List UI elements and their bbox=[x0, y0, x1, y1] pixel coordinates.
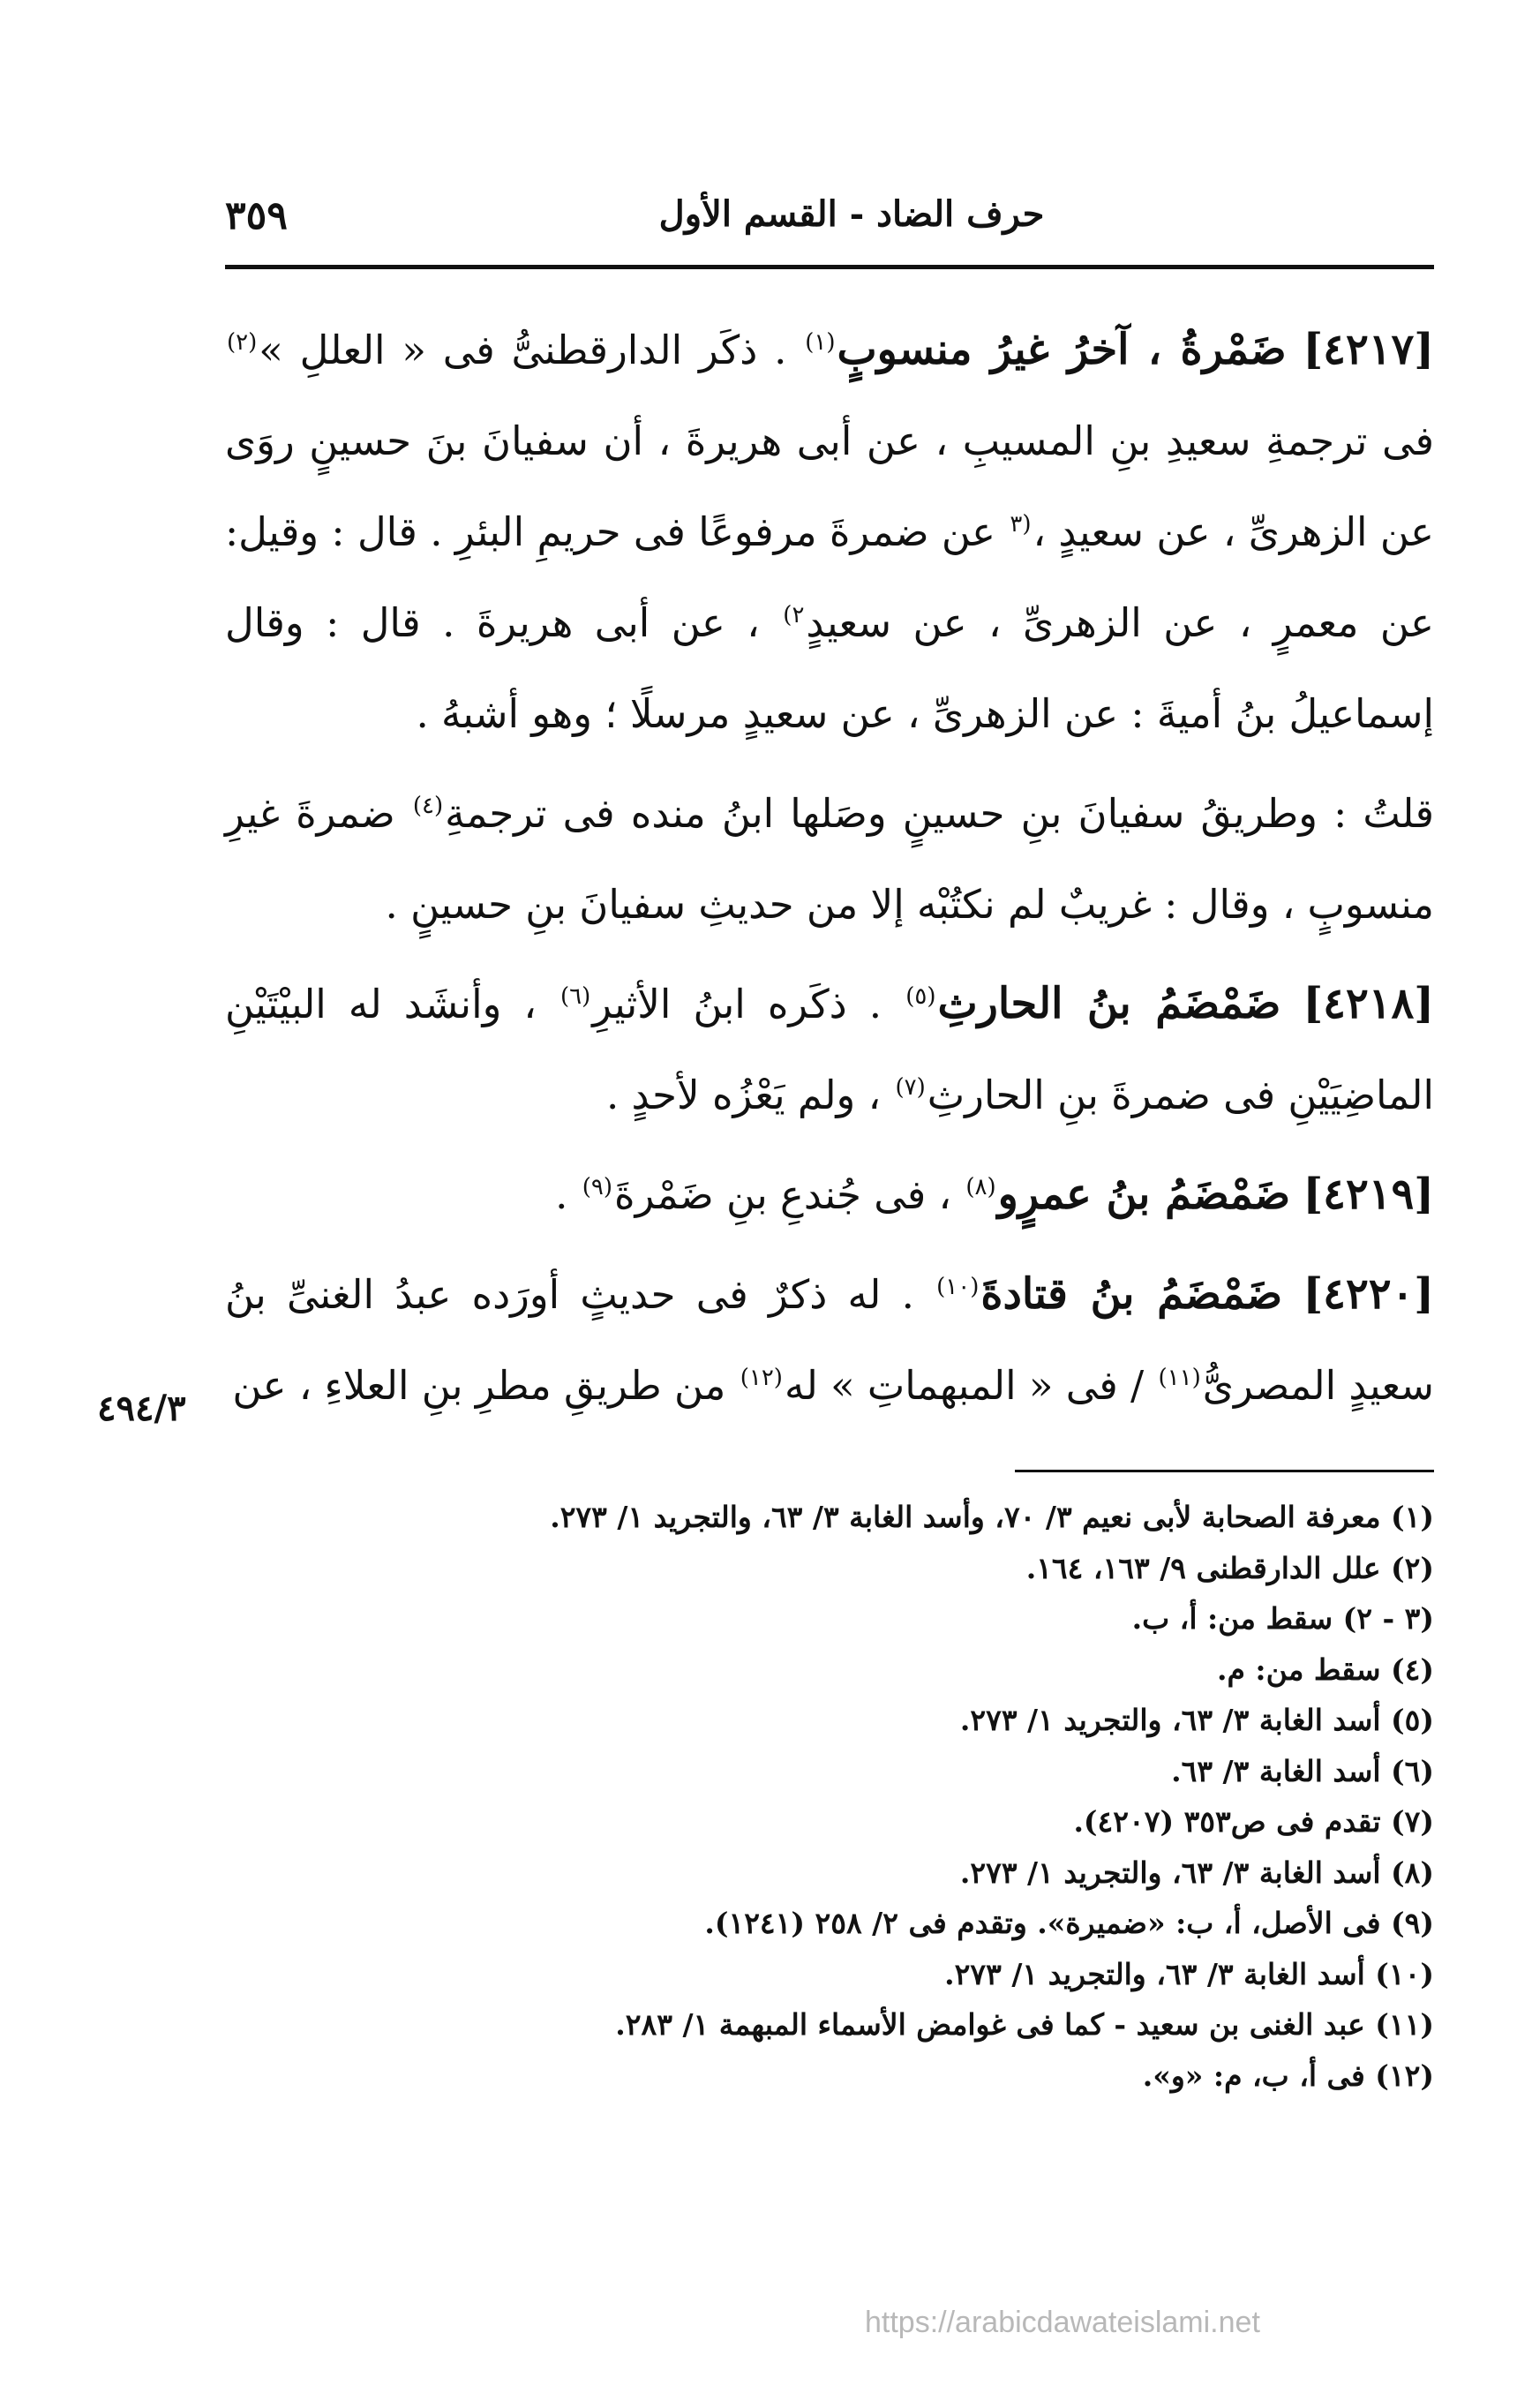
footnote: (٤) سقط من: م. bbox=[1216, 1652, 1434, 1687]
footnote-ref[interactable]: (١١) bbox=[1158, 1365, 1201, 1391]
entry-text: . ذكَره ابنُ الأثيرِ bbox=[592, 981, 882, 1027]
entry-number: [٤٢١٩] bbox=[1303, 1170, 1434, 1219]
entry-name: ضَمْضَمُ بنُ الحارثِ bbox=[937, 979, 1281, 1028]
entry-text: ضمرةَ غيرِ منسوبٍ ، وقال : غريبٌ لم نكتُبْه إلا من حديثِ سفيانَ بنِ حسينٍ . bbox=[225, 790, 1434, 928]
footnote-ref[interactable]: ٢) bbox=[783, 602, 805, 628]
footnote-ref[interactable]: (٧) bbox=[895, 1074, 926, 1101]
entry-name: ضَمْضَمُ بنُ قتادةَ bbox=[980, 1269, 1283, 1319]
footnote: (٧) تقدم فى ص٣٥٣ (٤٢٠٧). bbox=[1073, 1804, 1434, 1839]
entry-text: من طريقِ مطرِ بنِ العلاءِ ، عن bbox=[232, 1362, 726, 1409]
entry-text: ، ولم يَعْزُه لأحدٍ . bbox=[605, 1072, 882, 1118]
footnote: (٩) فى الأصل، أ، ب: «ضميرة». وتقدم فى ٢/ ٢٥٨ (١٢٤١). bbox=[704, 1906, 1434, 1940]
footnotes bbox=[225, 1492, 1434, 2101]
running-title: حرف الضاد - القسم الأول bbox=[658, 193, 1045, 235]
footnote: (٨) أسد الغابة ٣/ ٦٣، والتجريد ١/ ٢٧٣. bbox=[959, 1855, 1434, 1890]
footnote-rule bbox=[1015, 1470, 1434, 1472]
entry-text: ، وأنشَد له البيْتَيْنِ الماضِيَيْنِ فى ضمرةَ بنِ الحارثِ bbox=[225, 981, 1434, 1118]
footnote-ref[interactable]: (٢) bbox=[227, 329, 258, 356]
entry-text: . bbox=[555, 1171, 568, 1218]
entry-4219 bbox=[225, 1149, 1434, 1240]
footnote-ref[interactable]: (٩) bbox=[582, 1174, 613, 1200]
entry-text: . ذكَر الدارقطنىُّ فى « العللِ » bbox=[259, 327, 787, 373]
header-rule bbox=[225, 265, 1434, 269]
footnote: (١٢) فى أ، ب، م: «و». bbox=[1142, 2058, 1434, 2093]
footnote: (١٠) أسد الغابة ٣/ ٦٣، والتجريد ١/ ٢٧٣. bbox=[944, 1956, 1434, 1991]
entry-text: . له ذكرٌ فى حديثٍ أورَده عبدُ الغنىِّ بنُ سعيدٍ المصرىُّ bbox=[225, 1271, 1434, 1409]
entry-text: ، فى جُندعِ بنِ ضَمْرةَ bbox=[614, 1171, 952, 1218]
footnote: (١) معرفة الصحابة لأبى نعيم ٣/ ٧٠، وأسد الغابة ٣/ ٦٣، والتجريد ١/ ٢٧٣. bbox=[550, 1500, 1434, 1534]
page-number: ٣٥٩ bbox=[225, 193, 288, 238]
footnote: (٢) علل الدارقطنى ٩/ ١٦٣، ١٦٤. bbox=[1025, 1550, 1434, 1585]
entry-text: فى ترجمةِ سعيدِ بنِ المسيبِ ، عن أبى هريرةَ ، أن سفيانَ بنَ حسينٍ روَى عن الزهرىِّ ، عن سعيدٍ ، bbox=[225, 418, 1435, 555]
footnote-ref[interactable]: (٥) bbox=[905, 983, 936, 1010]
entry-text: قلتُ : وطريقُ سفيانَ بنِ حسينٍ وصَلها ابنُ منده فى ترجمةِ bbox=[445, 790, 1434, 837]
main-text bbox=[225, 305, 1434, 1440]
entry-text: ، عن أبى هريرةَ . قال : وقال إسماعيلُ بنُ أميةَ : عن الزهرىِّ ، عن سعيدٍ مرسلًا ؛ وهو أشبهُ . bbox=[225, 599, 1434, 737]
page-header bbox=[225, 190, 1434, 252]
entry-4220 bbox=[225, 1249, 1434, 1431]
footnote-ref[interactable]: (٤) bbox=[412, 793, 444, 819]
footnote-ref[interactable]: (٣ bbox=[1010, 511, 1032, 538]
entry-number: [٤٢٢٠] bbox=[1303, 1269, 1434, 1319]
entry-number: [٤٢١٨] bbox=[1303, 979, 1435, 1028]
footnote-ref[interactable]: (٨) bbox=[965, 1174, 996, 1200]
entry-text: عن ضمرةَ مرفوعًا فى حريمِ البئرِ . قال : وقيل: عن معمرٍ ، عن الزهرىِّ ، عن سعيدٍ bbox=[225, 508, 1434, 646]
entry-text: / فى « المبهماتِ » له bbox=[784, 1362, 1145, 1409]
footnote-ref[interactable]: (١٠) bbox=[936, 1274, 980, 1300]
footnote-ref[interactable]: (١٢) bbox=[740, 1365, 783, 1391]
commentary-paragraph bbox=[225, 768, 1434, 950]
entry-number: [٤٢١٧] bbox=[1303, 325, 1434, 374]
entry-name: ضَمْرةُ ، آخرُ غيرُ منسوبٍ bbox=[837, 325, 1287, 374]
entry-name: ضَمْضَمُ بنُ عمرٍو bbox=[997, 1170, 1291, 1219]
entry-4218 bbox=[225, 959, 1434, 1140]
footnote: (٦) أسد الغابة ٣/ ٦٣. bbox=[1171, 1753, 1434, 1788]
entry-4217 bbox=[225, 305, 1434, 759]
footnote: (٣ - ٢) سقط من: أ، ب. bbox=[1131, 1601, 1434, 1636]
footnote: (٥) أسد الغابة ٣/ ٦٣، والتجريد ١/ ٢٧٣. bbox=[959, 1703, 1434, 1737]
footnote-ref[interactable]: (٦) bbox=[560, 983, 591, 1010]
footnote: (١١) عبد الغنى بن سعيد - كما فى غوامض الأسماء المبهمة ١/ ٢٨٣. bbox=[615, 2007, 1434, 2042]
margin-reference: ٤٩٤/٣ bbox=[97, 1388, 186, 1429]
watermark-url[interactable]: https://arabicdawateislami.net bbox=[865, 2306, 1260, 2339]
footnote-ref[interactable]: (١) bbox=[805, 329, 836, 356]
